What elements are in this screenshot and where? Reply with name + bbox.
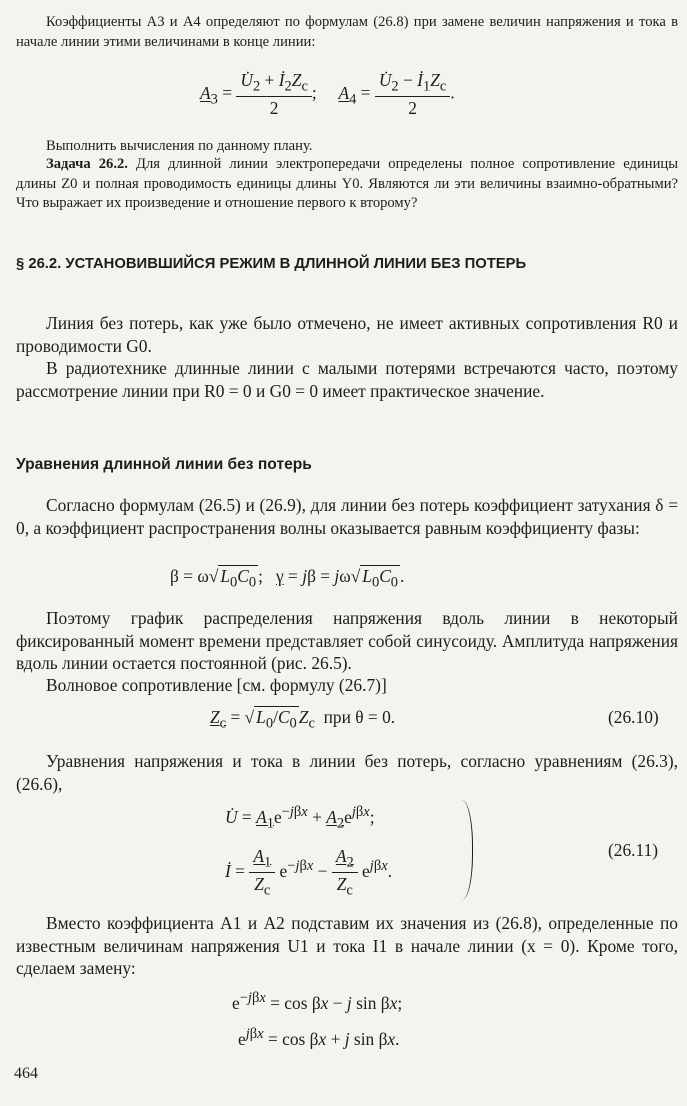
formula-voltage: U̇ = $A_1e^{-j\beta x} + A_2e^{j\beta x}$; xyxy=(225,804,375,832)
system-brace xyxy=(462,800,473,900)
section-heading: § 26.2. УСТАНОВИВШИЙСЯ РЕЖИМ В ДЛИННОЙ ЛИНИИ БЕЗ ПОТЕРЬ xyxy=(16,256,527,272)
paragraph-substitution: Вместо коэффициента A1 и A2 подставим их значения из (26.8), определенные по известным величинам напряжения U1 и тока I1 в начале линии (x = 0). Кроме того, сделаем замену: xyxy=(16,913,678,978)
formula-zc: $Z_c$ = √ $L_0/C_0$ $Z_c$ при θ = 0. xyxy=(210,707,396,732)
formula-euler-negative: $e^{-j\beta x} = \cos \beta x - j$ sin βx; xyxy=(232,990,403,1013)
formula-euler-positive: $e^{j\beta x} = \cos \beta x + j$ sin βx. xyxy=(238,1026,400,1049)
subheading-equations: Уравнения длинной линии без потерь xyxy=(16,456,312,473)
paragraph-sinusoid: Поэтому график распределения напряжения вдоль линии в некоторый фиксированный момент времени представляет собой синусоиду. Амплитуда напряжения вдоль линии остается постоянной (рис. 26.5). xyxy=(16,608,678,673)
equation-number-26-10: (26.10) xyxy=(608,707,659,727)
formula-a3-a4: $A_3$ = $\frac{U̇_2 + İ_2Z_c}{2}$ ; $A_4$ = $\frac{U̇_2 - İ_1Z_c}{2}$ . xyxy=(200,70,455,119)
equation-number-26-11: (26.11) xyxy=(608,840,659,860)
paragraph-formulas-26-5: Согласно формулам (26.5) и (26.9), для линии без потерь коэффициент затухания δ = 0, а коэффициент распространения волны оказывается равным коэффициенту фазы: xyxy=(16,495,678,538)
paragraph-instruction: Выполнить вычисления по данному плану. xyxy=(46,138,313,154)
page-number: 464 xyxy=(14,1065,38,1082)
task-26-2 xyxy=(16,155,678,214)
paragraph-coefficients-intro: Коэффициенты A3 и A4 определяют по формулам (26.8) при замене величин напряжения и тока в начале линии этими величинами в конце линии: xyxy=(16,14,678,50)
task-label: Задача 26.2. xyxy=(46,156,128,172)
paragraph-lossless-line: Линия без потерь, как уже было отмечено, не имеет активных сопротивления R0 и проводимости G0. xyxy=(16,313,678,356)
paragraph-wave-impedance: Волновое сопротивление [см. формулу (26.7)] xyxy=(46,675,387,695)
formula-beta-gamma: β = ω√ $L_0C_0$ ; γ = jβ = jω√ $L_0C_0$ . xyxy=(170,566,405,591)
paragraph-radio-engineering: В радиотехнике длинные линии с малыми потерями встречаются часто, поэтому рассмотрение линии при R0 = 0 и G0 = 0 имеет практическое значение. xyxy=(16,358,678,401)
paragraph-voltage-current: Уравнения напряжения и тока в линии без потерь, согласно уравнениям (26.3), (26.6), xyxy=(16,751,678,794)
formula-current: İ = $\frac{A_1}{Z_c}$ $e^{-j\beta x}$ − $\frac{A_2}{Z_c}$ $e^{j\beta x}$. xyxy=(225,846,392,899)
task-text: Для длинной линии электропередачи определены полное сопротивление единицы длины Z0 и полная проводимость единицы длины Y0. Являются ли эти величины взаимно-обратными? Что выражает их произведение и отношение первого к второму? xyxy=(16,156,678,211)
